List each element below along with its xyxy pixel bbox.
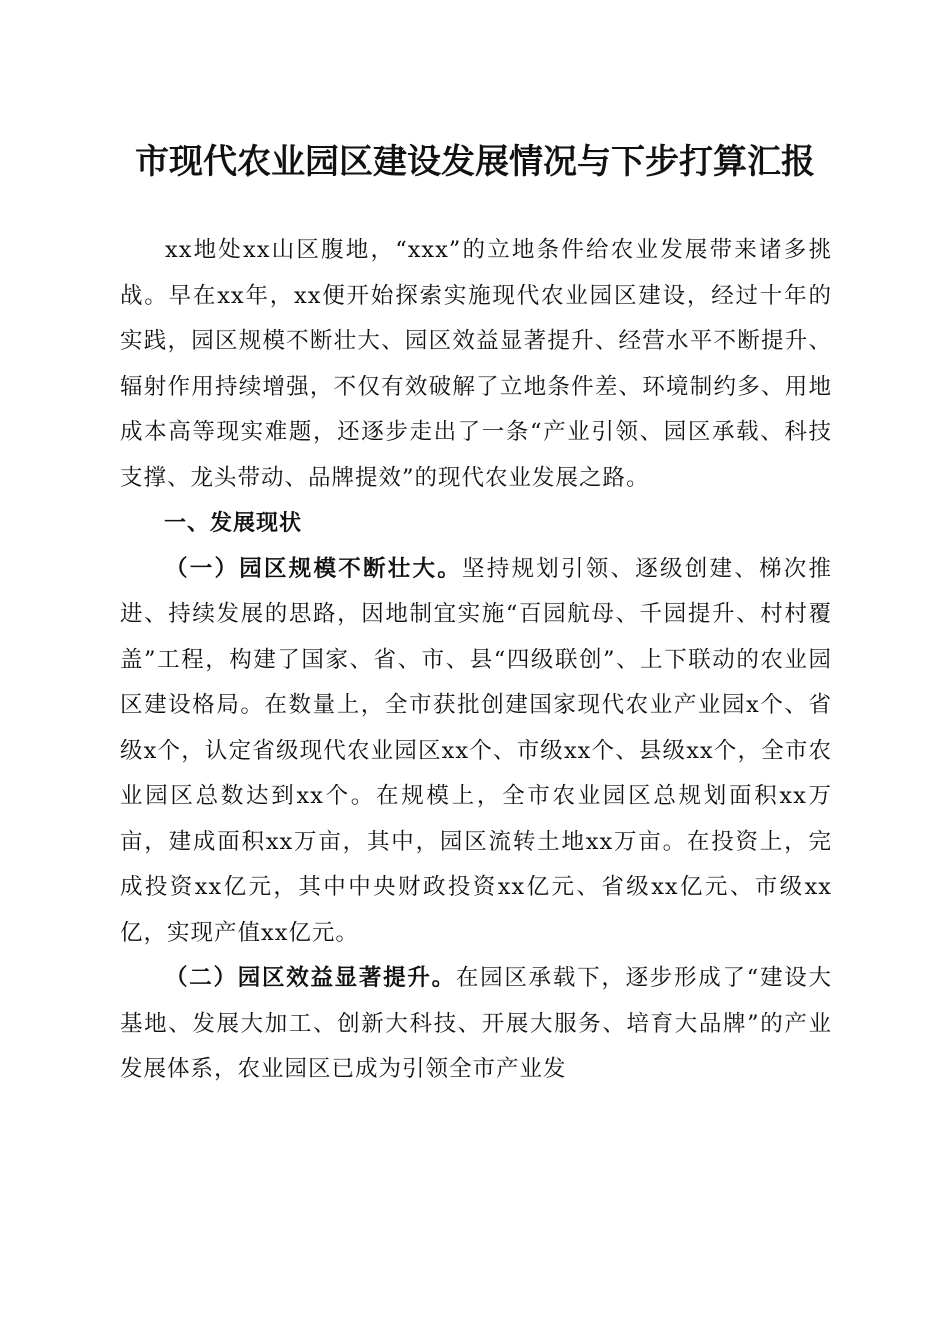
subsection-paragraph-2: [120, 956, 832, 1093]
subsection-text-2: 在园区承载下，逐步形成了“建设大基地、发展大加工、创新大科技、开展大服务、培育大品牌”的产业发展体系，农业园区已成为引领全市产业发: [120, 965, 832, 1082]
document-title: 市现代农业园区建设发展情况与下步打算汇报: [135, 142, 815, 182]
subsection-text-1: 坚持规划引领、逐级创建、梯次推进、持续发展的思路，因地制宜实施“百园航母、千园提升、村村覆盖”工程，构建了国家、省、市、县“四级联创”、上下联动的农业园区建设格局。在数量上，全市获批创建国家现代农业产业园x个、省级x个，认定省级现代农业园区xx个、市级xx个、县级xx个，全市农业园区总数达到xx个。在规模上，全市农业园区总规划面积xx万亩，建成面积xx万亩，其中，园区流转土地xx万亩。在投资上，完成投资xx亿元，其中中央财政投资xx亿元、省级xx亿元、市级xx亿，实现产值xx亿元。: [120, 555, 832, 946]
intro-paragraph: xx地处xx山区腹地，“xxx”的立地条件给农业发展带来诸多挑战。早在xx年，xx便开始探索实施现代农业园区建设，经过十年的实践，园区规模不断壮大、园区效益显著提升、经营水平不断提升、辐射作用持续增强，不仅有效破解了立地条件差、环境制约多、用地成本高等现实难题，还逐步走出了一条“产业引领、园区承载、科技支撑、龙头带动、品牌提效”的现代农业发展之路。: [120, 237, 832, 491]
document-body: [120, 228, 832, 1093]
subsection-lead-1: （一）园区规模不断壮大。: [165, 555, 462, 582]
section-heading-current-status: 一、发展现状: [164, 511, 303, 536]
subsection-lead-2: （二）园区效益显著提升。: [165, 965, 456, 991]
subsection-paragraph-1: [120, 547, 832, 957]
